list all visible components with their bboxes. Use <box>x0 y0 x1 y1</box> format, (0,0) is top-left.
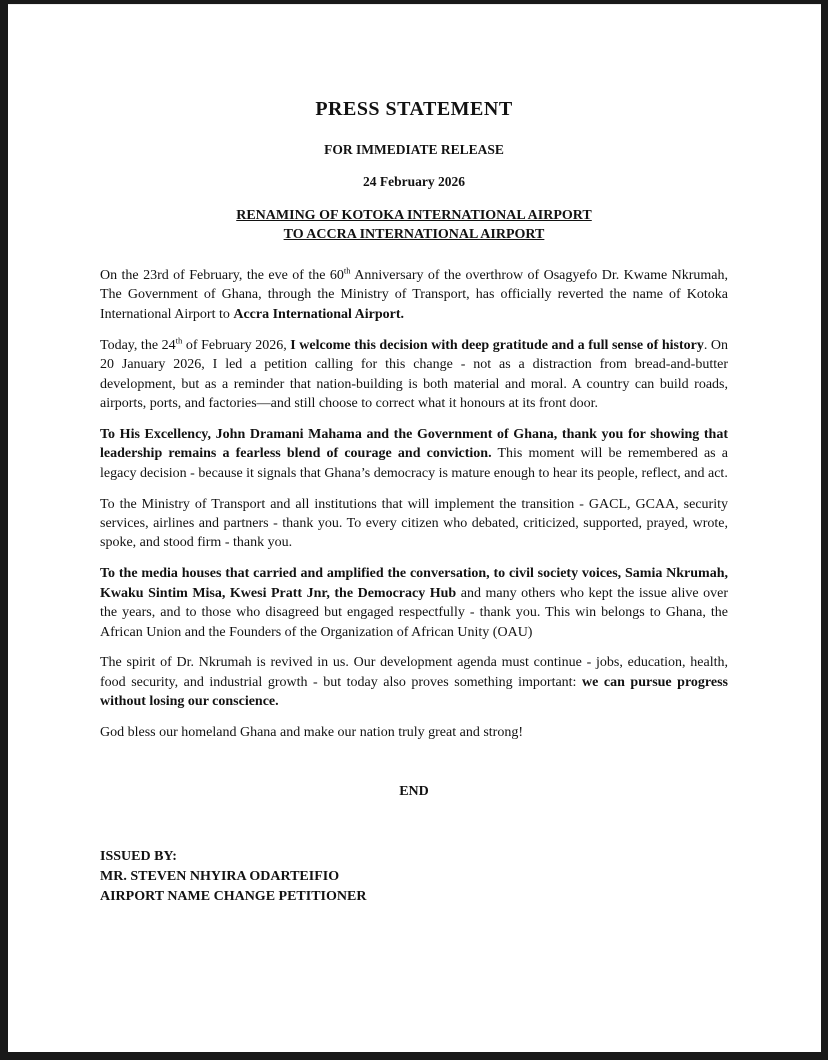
issuer-title: AIRPORT NAME CHANGE PETITIONER <box>100 888 367 904</box>
issued-by-block <box>100 847 728 907</box>
heading-line-1: RENAMING OF KOTOKA INTERNATIONAL AIRPORT <box>236 208 592 223</box>
paragraph: The spirit of Dr. Nkrumah is revived in us. Our development agenda must continue - jobs, education, health, food security, and industrial growth - but today also proves something important: we can pursue progress without losing our conscience. <box>100 655 728 710</box>
issued-by-label: ISSUED BY: <box>100 848 177 864</box>
issuer-name: MR. STEVEN NHYIRA ODARTEIFIO <box>100 868 340 884</box>
paragraph: God bless our homeland Ghana and make our nation truly great and strong! <box>100 725 524 741</box>
document-paragraphs <box>100 266 728 743</box>
document-heading <box>100 206 728 244</box>
paragraph: To the media houses that carried and amplified the conversation, to civil society voices, Samia Nkrumah, Kwaku Sintim Misa, Kwesi Pratt Jnr, the Democracy Hub and many others who kept the issue alive over the years, and to those who disagreed but engaged respectfully - thank you. This win belongs to Ghana, the African Union and the Founders of the Organization of African Unity (OAU) <box>100 566 728 640</box>
document-page <box>8 4 821 1052</box>
heading-line-2: TO ACCRA INTERNATIONAL AIRPORT <box>283 227 545 242</box>
paragraph: On the 23rd of February, the eve of the 60th Anniversary of the overthrow of Osagyefo Dr. Kwame Nkrumah, The Government of Ghana, through the Ministry of Transport, has officially reverted the name of Kotoka International Airport to Accra International Airport. <box>100 265 728 322</box>
paragraph: Today, the 24th of February 2026, I welcome this decision with deep gratitude and a full sense of history. On 20 January 2026, I led a petition calling for this change - not as a distraction from bread-and-butter development, but as a reminder that nation-building is both material and moral. A country can build roads, airports, ports, and factories—and still choose to correct what it honours at its front door. <box>100 335 729 411</box>
end-label: END <box>399 783 429 799</box>
press-statement-title: PRESS STATEMENT <box>315 98 513 120</box>
paragraph: To His Excellency, John Dramani Mahama and the Government of Ghana, thank you for showing that leadership remains a fearless blend of courage and conviction. This moment will be remembered as a legacy decision - because it signals that Ghana’s democracy is mature enough to hear its people, reflect, and act. <box>100 426 728 481</box>
paragraph: To the Ministry of Transport and all institutions that will implement the transition - GACL, GCAA, security services, airlines and partners - thank you. To every citizen who debated, criticized, supported, prayed, wrote, spoke, and stood firm - thank you. <box>100 496 728 551</box>
release-line: FOR IMMEDIATE RELEASE <box>324 142 504 157</box>
document-content <box>8 97 821 907</box>
date-line: 24 February 2026 <box>363 174 465 189</box>
